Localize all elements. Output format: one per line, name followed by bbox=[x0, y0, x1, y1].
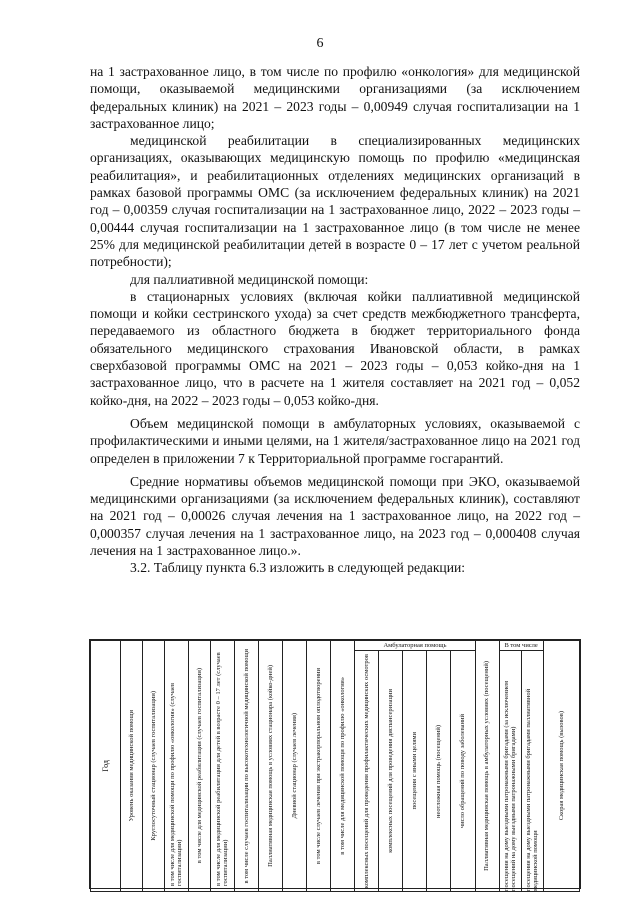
paragraph-palliative-inpatient: в стационарных условиях (включая койки паллиативной медицинской помощи и койки сестринского ухода) за счет средств межбюджетного трансферта, передаваемого из областного бюджета в бюджет территориального фонда обязательного медицинского страхования Ивановской области, в рамках сверхбазовой программы ОМС на 2021 – 2023 годы – 0,053 койко-дня на 1 застрахованное лицо, что в расчете на 1 жителя составляет на 2021 год – 0,052 койко-дня, на 2022 – 2023 годы – 0,053 койко-дня. bbox=[90, 288, 580, 408]
table-group-ambulatory: Амбулаторная помощь bbox=[355, 641, 475, 651]
table-header-cell: Паллиативная медицинская помощь в условиях стационара (койко-дней) bbox=[259, 641, 283, 892]
table-group-including: В том числе bbox=[499, 641, 543, 651]
table-header-cell: посещения с иными целями bbox=[403, 651, 427, 892]
paragraph-ambulatory: Объем медицинской помощи в амбулаторных условиях, оказываемой с профилактическими и иными целями, на 1 жителя/застрахованное лицо на 2021 год определен в приложении 7 к Территориальной программе госгарантий. bbox=[90, 415, 580, 466]
document-body bbox=[90, 63, 580, 577]
table-header-cell: в том числе случаев госпитализации по высокотехнологичной медицинской помощи bbox=[235, 641, 259, 892]
table-header-cell: комплексных посещений для проведения профилактических медицинских осмотров bbox=[355, 651, 379, 892]
paragraph-table-intro: 3.2. Таблицу пункта 6.3 изложить в следующей редакции: bbox=[130, 560, 466, 576]
table-header-cell: в том числе для медицинской помощи по профилю «онкология» (случаев госпитализации) bbox=[165, 641, 189, 892]
norms-table bbox=[89, 639, 581, 889]
table-header-cell: Уровень оказания медицинской помощи bbox=[121, 641, 143, 892]
table-header-cell: в том числе случаев лечения при экстракорпоральном оплодотворении bbox=[307, 641, 331, 892]
table-header-cell: в том числе для медицинской реабилитации (случаев госпитализации) bbox=[189, 641, 211, 892]
table-header-cell: Год bbox=[91, 641, 121, 892]
table-header-cell: в том числе для медицинской помощи по профилю «онкология» bbox=[331, 641, 355, 892]
table-header-cell: неотложная помощь (посещений) bbox=[427, 651, 451, 892]
table-header-cell: Паллиативная медицинская помощь в амбулаторных условиях (посещений) bbox=[475, 641, 499, 892]
table-header-cell: Круглосуточный стационар (случаев госпитализации) bbox=[143, 641, 165, 892]
paragraph-rehabilitation: медицинской реабилитации в специализированных медицинских организациях, оказывающих медицинскую помощь по профилю «медицинская реабилитация», и реабилитационных отделениях медицинских организаций в рамках базовой программы ОМС (за исключением федеральных клиник) на 2021 год – 0,00359 случая госпитализации на 1 застрахованное лицо, 2022 – 2023 годы – 0,00444 случая госпитализации на 1 застрахованное лицо (в том числе не менее 25% для медицинской реабилитации детей в возрасте 0 – 17 лет с учетом реальной потребности); bbox=[90, 133, 580, 270]
table-header-cell: в том числе для медицинской реабилитации для детей в возрасте 0 – 17 лет (случаев госпитализации) bbox=[211, 641, 235, 892]
table-header-cell: посещения на дому выездными патронажными бригадами паллиативной медицинской помощи bbox=[521, 651, 543, 892]
table-header-cell: Скорая медицинская помощь (вызовов) bbox=[543, 641, 579, 892]
paragraph-eco: Средние нормативы объемов медицинской помощи при ЭКО, оказываемой медицинскими организациями (за исключением федеральных клиник), составляют на 2021 год – 0,00026 случая лечения на 1 застрахованное лицо, на 2022 год – 0,000357 случая лечения на 1 застрахованное лицо, на 2023 год – 0,000408 случая лечения на 1 застрахованное лицо.». bbox=[90, 473, 580, 559]
table-header-cell: посещения на дому выездными патронажными бригадами (за исключением посещений на дому выездными патронажными бригадами) bbox=[499, 651, 521, 892]
table-header-cell: комплексных посещений для проведения диспансеризации bbox=[379, 651, 403, 892]
table-header-cell: число обращений по поводу заболеваний bbox=[451, 651, 475, 892]
page-number: 6 bbox=[316, 36, 324, 51]
paragraph-oncology: на 1 застрахованное лицо, в том числе по профилю «онкология» для медицинской помощи, оказываемой медицинскими организациями (за исключением федеральных клиник) на 2021 – 2023 годы – 0,00949 случая госпитализации на 1 застрахованное лицо; bbox=[90, 64, 580, 131]
table-header-cell: Дневной стационар (случаев лечения) bbox=[283, 641, 307, 892]
paragraph-palliative-heading: для паллиативной медицинской помощи: bbox=[130, 271, 369, 287]
